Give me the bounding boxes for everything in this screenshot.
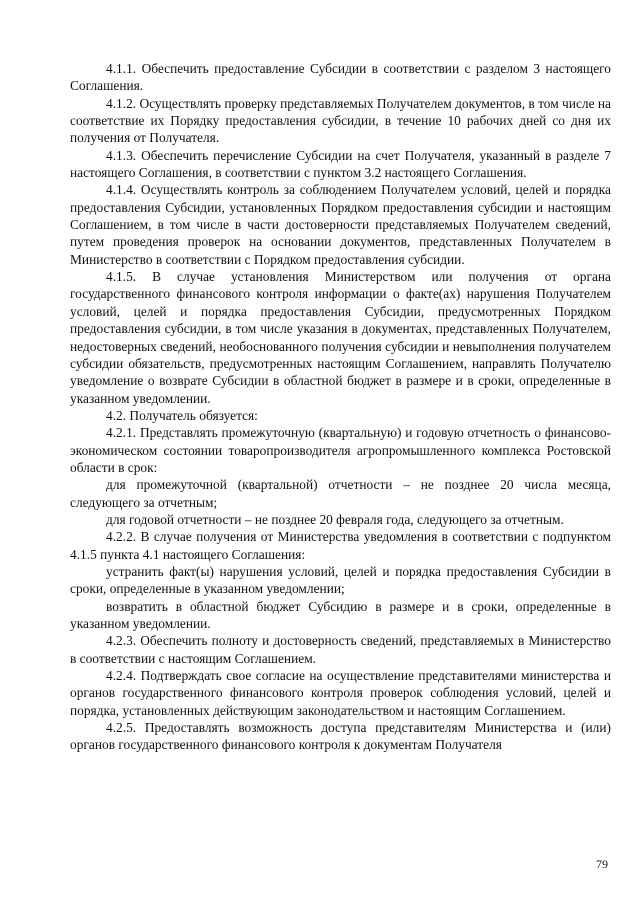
paragraph-quarterly-deadline: для промежуточной (квартальной) отчетности – не позднее 20 числа месяца, следующего за отчетным; bbox=[70, 477, 611, 510]
paragraph-return-subsidy: возвратить в областной бюджет Субсидию в размере и в сроки, определенные в указанном уведомлении. bbox=[70, 598, 611, 631]
paragraph-4-1-1: 4.1.1. Обеспечить предоставление Субсидии в соответствии с разделом 3 настоящего Соглашения. bbox=[70, 61, 611, 94]
paragraph-4-2: 4.2. Получатель обязуется: bbox=[106, 407, 258, 423]
paragraph-4-2-2: 4.2.2. В случае получения от Министерства уведомления в соответствии с подпунктом 4.1.5 пункта 4.1 настоящего Соглашения: bbox=[70, 529, 611, 562]
paragraph-eliminate-violations: устранить факт(ы) нарушения условий, целей и порядка предоставления Субсидии в сроки, определенные в указанном уведомлении; bbox=[70, 563, 611, 597]
paragraph-4-1-4: 4.1.4. Осуществлять контроль за соблюдением Получателем условий, целей и порядка предоставления Субсидии, установленных Порядком предоставления субсидии и настоящим Соглашением, в том числе в части достоверности представляемых Получателем сведений, путем проведения проверок на основании документов, представленных Получателем в Министерство в соответствии с Порядком предоставления субсидии. bbox=[70, 182, 611, 267]
paragraph-4-2-4: 4.2.4. Подтверждать свое согласие на осуществление представителями министерства и органов государственного финансового контроля проверок соблюдения условий, целей и порядка, установленных действующим законодательством и настоящим Соглашением. bbox=[70, 668, 611, 718]
paragraph-annual-deadline: для годовой отчетности – не позднее 20 февраля года, следующего за отчетным. bbox=[106, 511, 564, 527]
paragraph-4-2-5: 4.2.5. Предоставлять возможность доступа представителям Министерства и (или) органов государственного финансового контроля к документам Получателя bbox=[70, 720, 611, 753]
document-body bbox=[70, 60, 611, 754]
paragraph-4-1-2: 4.1.2. Осуществлять проверку представляемых Получателем документов, в том числе на соответствие их Порядку предоставления субсидии, в течение 10 рабочих дней со дня их получения от Получателя. bbox=[70, 95, 611, 146]
paragraph-4-2-1: 4.2.1. Представлять промежуточную (квартальную) и годовую отчетность о финансово-экономическом состоянии товаропроизводителя агропромышленного комплекса Ростовской области в срок: bbox=[70, 425, 611, 475]
paragraph-4-2-3: 4.2.3. Обеспечить полноту и достоверность сведений, представляемых в Министерство в соответствии с настоящим Соглашением. bbox=[70, 633, 611, 666]
paragraph-4-1-5: 4.1.5. В случае установления Министерством или получения от органа государственного финансового контроля информации о факте(ах) нарушения Получателем условий, целей и порядка предоставления Субсидии, предусмотренных Порядком предоставления субсидии, в том числе указания в документах, представленных Получателем, недостоверных сведений, необоснованного получения субсидии и невыполнения получателем субсидии обязательств, предусмотренных настоящим Соглашением, направлять Получателю уведомление о возврате Субсидии в областной бюджет в размере и в сроки, определенные в указанном уведомлении. bbox=[70, 269, 611, 406]
paragraph-4-1-3: 4.1.3. Обеспечить перечисление Субсидии на счет Получателя, указанный в разделе 7 настоящего Соглашения, в соответствии с пунктом 3.2 настоящего Соглашения. bbox=[70, 147, 611, 181]
page-number: 79 bbox=[596, 857, 608, 871]
